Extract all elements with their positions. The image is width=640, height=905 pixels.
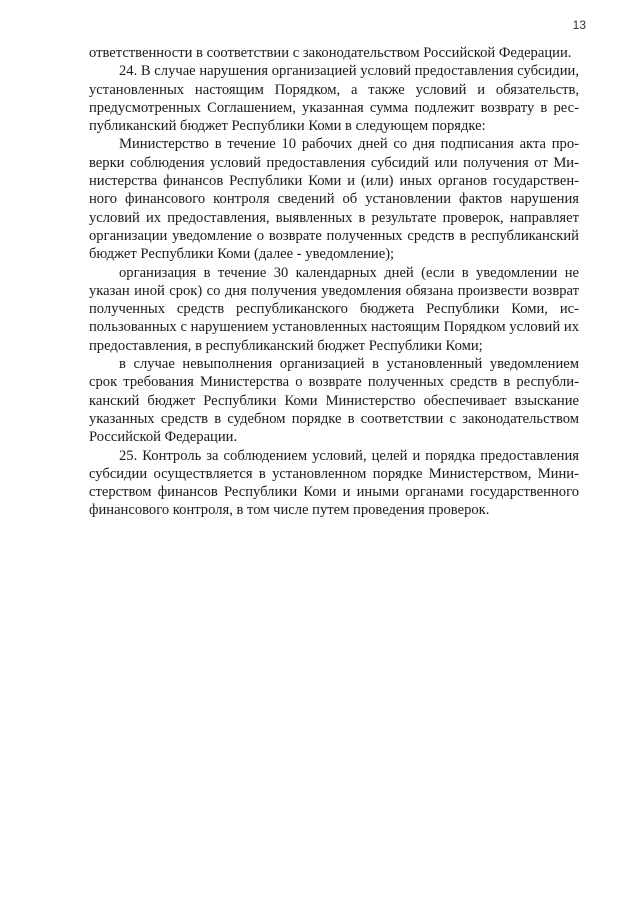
paragraph-organization-refund: организация в течение 30 календарных дней (если в уведомлении не указан иной срок) со дня получения уведомления обязана произвести возврат полученных средств республиканского бюджета Республики Коми, использованных с нарушением установленных настоящим Порядком условий их предоставления, в республиканский бюджет Республики Коми; (89, 264, 579, 354)
paragraph-enforcement: в случае невыполнения организацией в установленный уведомлением срок требования Министерства о возврате полученных средств в республиканский бюджет Республики Коми Министерство обеспечивает взыскание указанных средств в судебном порядке в соответствии с законодательством Российской Федерации. (89, 356, 579, 446)
page-number: 13 (572, 18, 586, 32)
paragraph-ministry-notice: Министерство в течение 10 рабочих дней со дня подписания акта проверки соблюдения условий предоставления субсидий или получения от Министерства финансов Республики Коми и (или) иных органов государственного финансового контроля сведений об установлении фактов нарушения условий их предоставления, выявленных в результате проверок, направляет организации уведомление о возврате полученных средств в республиканский бюджет Республики Коми (далее - уведомление); (89, 136, 579, 263)
paragraph-continuation: ответственности в соответствии с законодательством Российской Федерации. (89, 45, 572, 61)
paragraph-item-24: 24. В случае нарушения организацией условий предоставления субсидии, установленных настоящим Порядком, а также условий и обязательств, предусмотренных Соглашением, указанная сумма подлежит возврату в республиканский бюджет Республики Коми в следующем порядке: (89, 63, 579, 135)
paragraph-item-25: 25. Контроль за соблюдением условий, целей и порядка предоставления субсидии осуществляется в установленном порядке Министерством, Министерством финансов Республики Коми и иными органами государственного финансового контроля, в том числе путем проведения проверок. (89, 447, 579, 519)
document-body (89, 44, 579, 520)
